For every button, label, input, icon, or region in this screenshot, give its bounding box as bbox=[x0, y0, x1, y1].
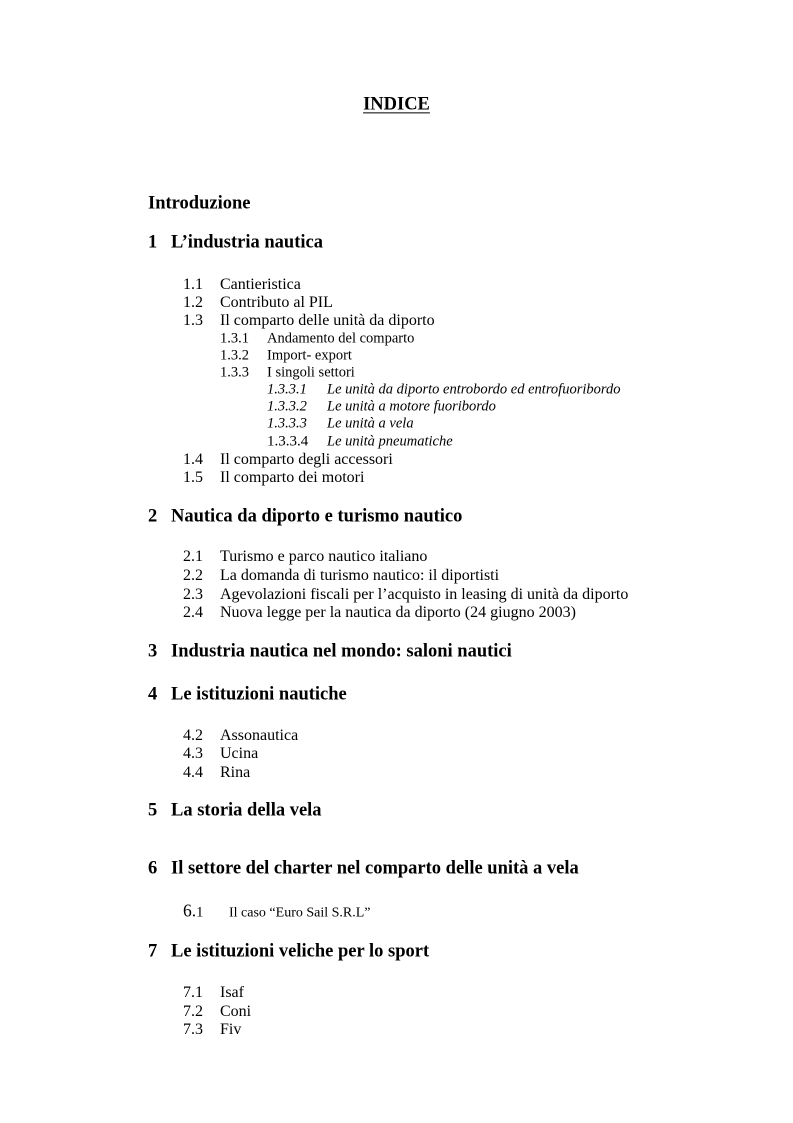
toc-section-2-2 bbox=[183, 567, 499, 585]
chapter-title: La storia della vela bbox=[171, 800, 322, 821]
toc-section-4-2 bbox=[183, 727, 298, 745]
toc-subsubsection-1-3-3-4 bbox=[267, 433, 453, 450]
chapter-number: 1 bbox=[148, 232, 158, 253]
toc-subsection-1-3-2 bbox=[220, 348, 352, 365]
toc-chapter-7 bbox=[148, 941, 429, 962]
section-title: Coni bbox=[220, 1002, 252, 1020]
section-number: 1.5 bbox=[183, 468, 203, 486]
section-title: Assonautica bbox=[220, 726, 299, 744]
section-number: 7.3 bbox=[183, 1020, 203, 1038]
chapter-title: L’industria nautica bbox=[171, 232, 323, 253]
chapter-number: 6 bbox=[148, 858, 158, 879]
toc-chapter-3 bbox=[148, 641, 512, 662]
section-title: Il comparto dei motori bbox=[220, 468, 365, 486]
subsubsection-number: 1.3.3.4 bbox=[267, 433, 309, 450]
toc-section-7-3 bbox=[183, 1021, 241, 1039]
toc-section-4-3 bbox=[183, 745, 258, 763]
subsection-number: 1.3.3 bbox=[220, 364, 249, 381]
section-title: Cantieristica bbox=[220, 275, 301, 293]
toc-section-4-4 bbox=[183, 764, 250, 782]
section-number: 1.2 bbox=[183, 293, 203, 311]
section-title: Isaf bbox=[220, 983, 244, 1001]
section-number: 2.1 bbox=[183, 547, 203, 565]
chapter-title: Le istituzioni nautiche bbox=[171, 684, 347, 705]
subsubsection-title: Le unità a motore fuoribordo bbox=[327, 398, 496, 415]
subsubsection-number: 1.3.3.2 bbox=[267, 398, 307, 415]
toc-section-2-1 bbox=[183, 548, 427, 566]
section-number: 2.4 bbox=[183, 603, 203, 621]
toc-section-1-3 bbox=[183, 312, 435, 330]
subsection-number: 1.3.2 bbox=[220, 347, 249, 364]
section-title: Ucina bbox=[220, 744, 259, 762]
subsection-title: Andamento del comparto bbox=[267, 330, 415, 347]
section-number: 7.2 bbox=[183, 1002, 203, 1020]
page-title bbox=[0, 94, 793, 115]
subsubsection-number: 1.3.3.3 bbox=[267, 415, 307, 432]
page-title-text: INDICE bbox=[363, 94, 430, 115]
chapter-title: Le istituzioni veliche per lo sport bbox=[171, 941, 430, 962]
section-title: Contributo al PIL bbox=[220, 293, 333, 311]
section-title: Il comparto delle unità da diporto bbox=[220, 311, 435, 329]
toc-section-1-4 bbox=[183, 451, 393, 469]
toc-section-1-2 bbox=[183, 294, 333, 312]
subsection-title: I singoli settori bbox=[267, 364, 355, 381]
section-number: 1.3 bbox=[183, 311, 203, 329]
section-title: La domanda di turismo nautico: il diportisti bbox=[220, 566, 500, 584]
section-title: Turismo e parco nautico italiano bbox=[220, 547, 428, 565]
section-title: Rina bbox=[220, 763, 251, 781]
chapter-number: 7 bbox=[148, 941, 158, 962]
section-number: 1.4 bbox=[183, 450, 203, 468]
toc-chapter-5 bbox=[148, 800, 322, 821]
chapter-number: 4 bbox=[148, 684, 158, 705]
toc-section-2-4 bbox=[183, 604, 576, 622]
section-title: Il caso “Euro Sail S.R.L” bbox=[229, 905, 371, 921]
toc-chapter-1 bbox=[148, 232, 323, 253]
subsubsection-title: Le unità a vela bbox=[327, 415, 414, 432]
toc-subsubsection-1-3-3-3 bbox=[267, 416, 414, 433]
section-number: 4.3 bbox=[183, 744, 203, 762]
toc-chapter-2 bbox=[148, 506, 462, 527]
toc-section-1-5 bbox=[183, 469, 364, 487]
subsubsection-number: 1.3.3.1 bbox=[267, 381, 307, 398]
section-number: 7.1 bbox=[183, 983, 203, 1001]
chapter-number: 2 bbox=[148, 506, 158, 527]
section-title: Fiv bbox=[220, 1020, 242, 1038]
section-number: 4.4 bbox=[183, 763, 203, 781]
subsubsection-title: Le unità da diporto entrobordo ed entrofuoribordo bbox=[327, 381, 621, 398]
toc-chapter-4 bbox=[148, 684, 347, 705]
section-title: Agevolazioni fiscali per l’acquisto in leasing di unità da diporto bbox=[220, 585, 629, 603]
chapter-title: Industria nautica nel mondo: saloni nautici bbox=[171, 641, 512, 662]
section-title: Il comparto degli accessori bbox=[220, 450, 393, 468]
toc-chapter-6 bbox=[148, 858, 579, 879]
toc-subsubsection-1-3-3-1 bbox=[267, 382, 621, 399]
subsubsection-title: Le unità pneumatiche bbox=[327, 433, 453, 450]
section-title: Nuova legge per la nautica da diporto (24 giugno 2003) bbox=[220, 603, 576, 621]
section-number: 2.3 bbox=[183, 585, 203, 603]
toc-section-7-1 bbox=[183, 984, 244, 1002]
section-number: 2.2 bbox=[183, 566, 203, 584]
toc-section-7-2 bbox=[183, 1003, 251, 1021]
section-number: 4.2 bbox=[183, 726, 203, 744]
toc-subsection-1-3-1 bbox=[220, 331, 414, 348]
section-number: 6.1 bbox=[183, 900, 204, 921]
toc-subsection-1-3-3 bbox=[220, 365, 355, 382]
subsection-title: Import- export bbox=[267, 347, 352, 364]
chapter-title: Nautica da diporto e turismo nautico bbox=[171, 506, 463, 527]
chapter-number: 3 bbox=[148, 641, 158, 662]
toc-section-6-1 bbox=[183, 900, 371, 921]
toc-section-1-1 bbox=[183, 276, 301, 294]
section-number: 1.1 bbox=[183, 275, 203, 293]
toc-section-2-3 bbox=[183, 586, 628, 604]
toc-subsubsection-1-3-3-2 bbox=[267, 399, 496, 416]
toc-introduction: Introduzione bbox=[148, 193, 251, 214]
subsection-number: 1.3.1 bbox=[220, 330, 249, 347]
chapter-number: 5 bbox=[148, 800, 158, 821]
chapter-title: Il settore del charter nel comparto delle unità a vela bbox=[171, 858, 579, 879]
